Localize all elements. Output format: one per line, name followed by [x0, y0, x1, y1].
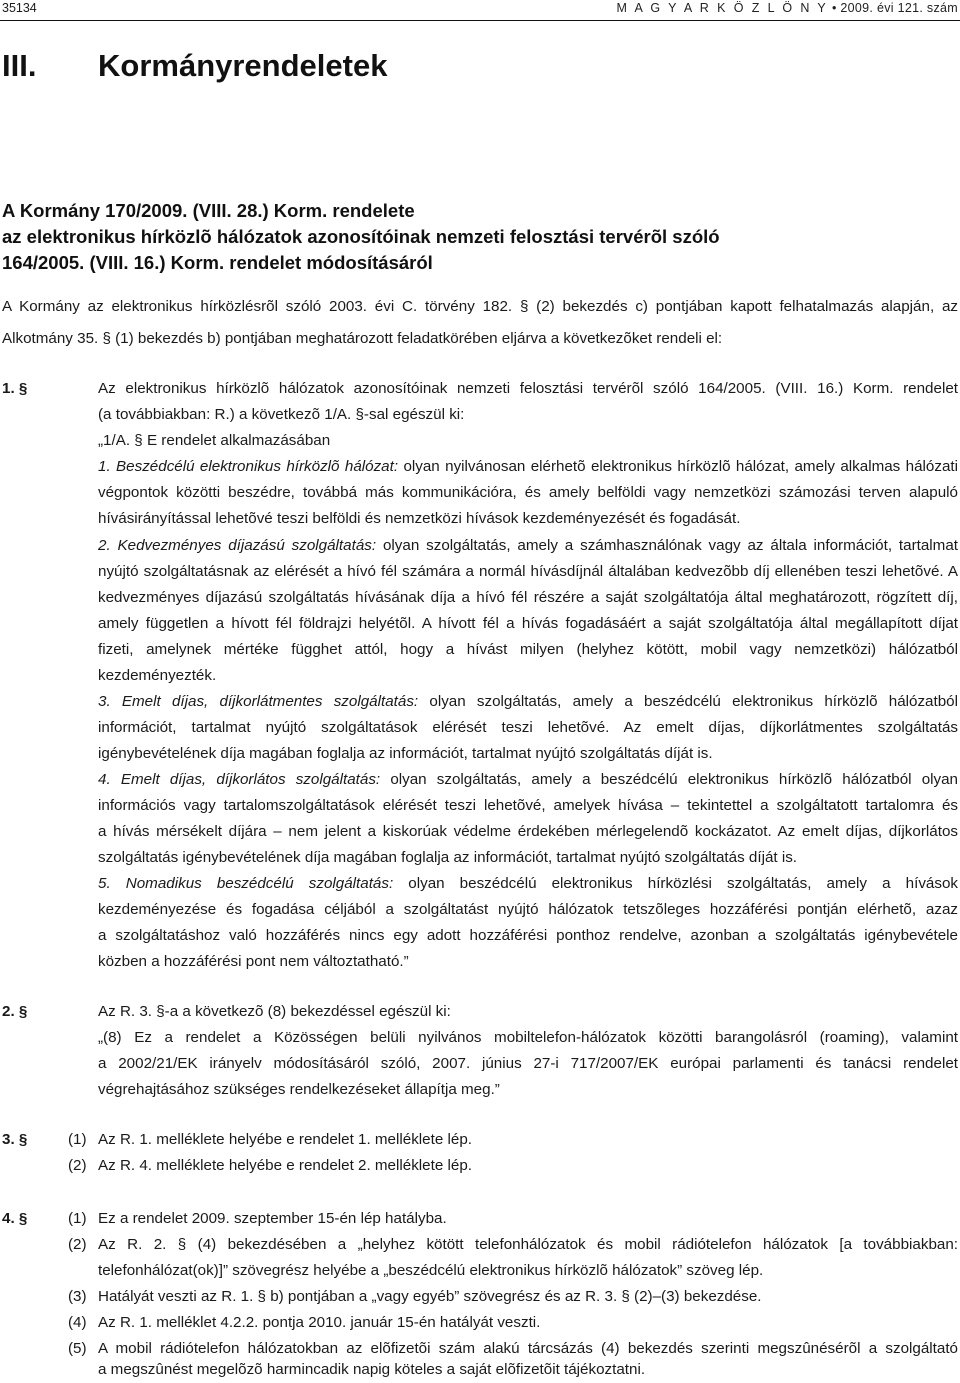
page-number: 35134: [2, 1, 37, 15]
preamble-line: A Kormány az elektronikus hírközlésrõl szóló 2003. évi C. törvény 182. § (2) bekezdés c) pontjában kapott felhatalmazás alapján, az: [2, 298, 958, 315]
definition-2-line: fizeti, amelynek mértéke függhet attól, hogy a hívást milyen (helyhez kötött, mobil vagy nemzetközi) hálózatból: [98, 641, 958, 658]
s2-line: a 2002/21/EK irányelv módosításáról szóló, 2007. június 27-i 717/2007/EK európai parlamenti és tanácsi rendelet: [98, 1055, 958, 1072]
s2-line: végrehajtásához szükséges rendelkezéseket állapítja meg.”: [98, 1081, 500, 1098]
definition-4-line: 4. Emelt díjas, díjkorlátos szolgáltatás: olyan szolgáltatás, amely a beszédcélú elektronikus hírközlõ hálózatból olyan: [98, 771, 959, 788]
s4-line: Hatályát veszti az R. 1. § b) pontjában a „vagy egyéb” szövegrész és az R. 3. § (2)–(3) bekezdése.: [98, 1288, 762, 1305]
section-3-number: 3. §: [2, 1131, 28, 1148]
subsection-number: (2): [68, 1236, 87, 1253]
definition-3-line: igénybevételének díja magában foglalja az információt, tartalmat nyújtó szolgáltatás díját is.: [98, 745, 713, 762]
subsection-number: (1): [68, 1210, 87, 1227]
s1-line: (a továbbiakban: R.) a következõ 1/A. §-sal egészül ki:: [98, 406, 465, 423]
definition-3-line: információt, tartalmat nyújtó szolgáltatások elérését teszi lehetõvé. Az emelt díjas, díjkorlátmentes szolgáltatás: [98, 719, 958, 736]
s3-line: Az R. 1. melléklete helyébe e rendelet 1. melléklete lép.: [98, 1131, 472, 1148]
section-2-number: 2. §: [2, 1003, 28, 1020]
definition-4-line: szolgáltatás igénybevételének díja magában foglalja az információt, tartalmat nyújtó szolgáltatás díját is.: [98, 849, 798, 866]
definition-1-line: hívásirányítással lehetõvé teszi belföldi és nemzetközi hívások kezdeményezését és fogadását.: [98, 510, 741, 527]
section-1-number: 1. §: [2, 380, 28, 397]
s4-line: Az R. 1. melléklet 4.2.2. pontja 2010. január 15-én hatályát veszti.: [98, 1314, 541, 1331]
definition-term: 5. Nomadikus beszédcélú szolgáltatás:: [98, 875, 394, 892]
s4-line: Ez a rendelet 2009. szeptember 15-én lép hatályba.: [98, 1210, 447, 1227]
s3-line: Az R. 4. melléklete helyébe e rendelet 2. melléklete lép.: [98, 1157, 472, 1174]
header-rule: [0, 20, 960, 21]
definition-4-line: információs vagy tartalomszolgáltatások elérését teszi lehetõvé, amelyek hívása – tekintettel a szolgáltatott tartalomra és: [98, 797, 958, 814]
decree-title-line: az elektronikus hírközlõ hálózatok azonosítóinak nemzeti felosztási tervérõl szóló: [2, 226, 720, 247]
s1-line: „1/A. § E rendelet alkalmazásában: [98, 432, 331, 449]
definition-5-line: kezdeményezése és fogadása céljából a szolgáltatást nyújtó hálózatok tetszõleges hozzáférési pontján elérhetõ, azaz: [98, 901, 958, 918]
subsection-number: (1): [68, 1131, 87, 1148]
s1-line: Az elektronikus hírközlõ hálózatok azonosítóinak nemzeti felosztási tervérõl szóló 164/2005. (VIII. 16.) Korm. rendelet: [98, 380, 958, 397]
definition-1-line: 1. Beszédcélú elektronikus hírközlõ hálózat: olyan nyilvánosan elérhetõ elektronikus hírközlõ hálózat, amely alkalmas hálózati: [98, 458, 958, 475]
definition-1-line: végpontok közötti beszédre, továbbá más kommunikációra, és amely belföldi vagy nemzetközi számozási terven alapuló: [98, 484, 958, 501]
definition-term: 1. Beszédcélú elektronikus hírközlõ hálózat:: [98, 458, 399, 475]
bullet-separator: •: [831, 1, 837, 15]
decree-title-line: 164/2005. (VIII. 16.) Korm. rendelet módosításáról: [2, 252, 433, 273]
section-number: III.: [2, 48, 37, 83]
definition-4-line: a hívás mérsékelt díjára – nem jelent a kiskorúak védelme érdekében mérlegelendõ kockázatot. Az emelt díjas, díjkorlátos: [98, 823, 958, 840]
definition-5-line: közben a hozzáférési pont nem változtatható.”: [98, 953, 409, 970]
journal-name: M A G Y A R K Ö Z L Ö N Y: [616, 1, 829, 15]
s4-line: a megszûnést megelõzõ harmincadik napig köteles a saját elõfizetõit tájékoztatni.: [98, 1361, 646, 1378]
definition-2-line: amely független a hívott fél földrajzi helyétõl. A hívott fél a hívás fogadásáért a saját szolgáltatója által megállapított díjat: [98, 615, 958, 632]
section-4-number: 4. §: [2, 1210, 28, 1227]
subsection-number: (3): [68, 1288, 87, 1305]
definition-term: 4. Emelt díjas, díjkorlátos szolgáltatás:: [98, 771, 381, 788]
definition-2-line: kedvezményes díjazású szolgáltatás hívásának díja a hívó fél részére a saját szolgáltatója által meghatározott, rögzített díj,: [98, 589, 958, 606]
issue-label: 2009. évi 121. szám: [840, 1, 958, 15]
journal-header: [616, 1, 958, 15]
definition-3-line: 3. Emelt díjas, díjkorlátmentes szolgáltatás: olyan szolgáltatás, amely a beszédcélú elektronikus hírközlõ hálózatból: [98, 693, 958, 710]
subsection-number: (2): [68, 1157, 87, 1174]
decree-title-line: A Kormány 170/2009. (VIII. 28.) Korm. rendelete: [2, 200, 415, 221]
subsection-number: (5): [68, 1340, 87, 1357]
definition-2-line: 2. Kedvezményes díjazású szolgáltatás: olyan szolgáltatás, amely a számhasználónak vagy az általa információt, tartalmat: [98, 537, 958, 554]
definition-term: 3. Emelt díjas, díjkorlátmentes szolgáltatás:: [98, 693, 419, 710]
preamble-line: Alkotmány 35. § (1) bekezdés b) pontjában meghatározott feladatkörében eljárva a következõket rendeli el:: [2, 330, 723, 347]
definition-2-line: nyújtó szolgáltatásnak az elérését a hívó fél számára a normál hívásdíjnál általában kedvezõbb díj ellenében teszi lehetõvé. A: [98, 563, 958, 580]
definition-2-line: kezdeményezték.: [98, 667, 217, 684]
s4-line: Az R. 2. § (4) bekezdésében a „helyhez kötött telefonhálózatok és mobil rádiótelefon hálózatok [a továbbiakban:: [98, 1236, 958, 1253]
s2-line: Az R. 3. §-a a következõ (8) bekezdéssel egészül ki:: [98, 1003, 451, 1020]
s4-line: A mobil rádiótelefon hálózatokban az elõfizetõi szám alakú tárcsázás (4) bekezdés szerinti megszûnésérõl a szolgáltató: [98, 1340, 958, 1357]
definition-5-line: 5. Nomadikus beszédcélú szolgáltatás: olyan beszédcélú elektronikus hírközlési szolgáltatás, amely a hívások: [98, 875, 958, 892]
section-title: Kormányrendeletek: [98, 48, 388, 83]
definition-5-line: a szolgáltatáshoz való hozzáférés nincs egy adott hozzáférési ponthoz rendelve, azonban a szolgáltatás igénybevétele: [98, 927, 958, 944]
s4-line: telefonhálózat(ok)]” szövegrész helyébe a „beszédcélú elektronikus hírközlõ hálózatok” szöveg lép.: [98, 1262, 764, 1279]
s2-line: „(8) Ez a rendelet a Közösségen belüli nyilvános mobiltelefon-hálózatok közötti barangolásról (roaming), valamint: [98, 1029, 958, 1046]
definition-term: 2. Kedvezményes díjazású szolgáltatás:: [98, 537, 377, 554]
subsection-number: (4): [68, 1314, 87, 1331]
